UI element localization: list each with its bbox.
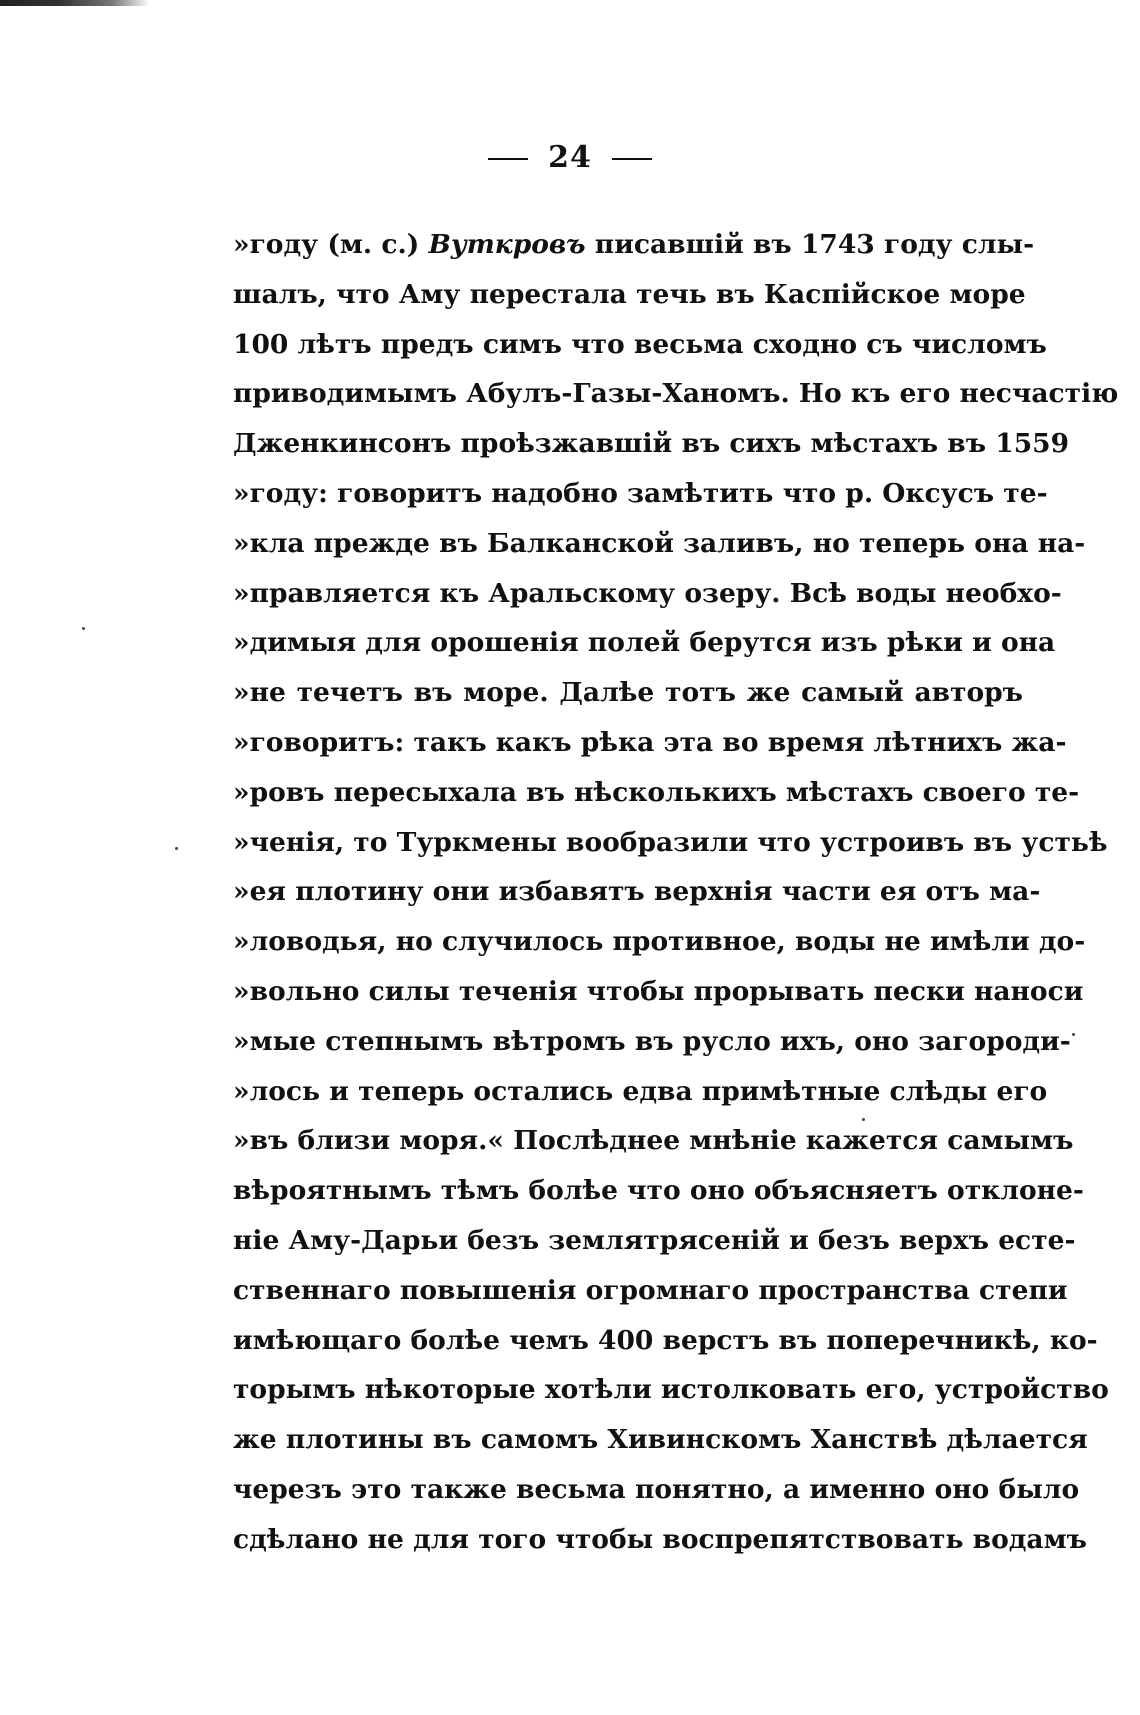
page-number-value: 24 xyxy=(548,140,592,175)
text-line xyxy=(233,967,1084,1017)
text-line-segment: же плотины въ самомъ Хивинскомъ Ханствѣ дѣлается xyxy=(233,1424,1088,1456)
scan-speck xyxy=(862,1118,865,1121)
text-line xyxy=(233,1017,1071,1067)
text-line-segment: »кла прежде въ Балканской заливъ, но теперь она на- xyxy=(233,527,1086,559)
text-line-segment: »году: говоритъ надобно замѣтить что р. Оксусъ те- xyxy=(233,477,1048,509)
text-line-segment: черезъ это также весьма понятно, а именно оно было xyxy=(233,1473,1080,1505)
text-line xyxy=(233,768,1080,818)
text-line xyxy=(233,917,1086,967)
text-line xyxy=(233,1116,1074,1166)
text-line xyxy=(233,220,1035,270)
text-line-segment: »димыя для орошенія полей берутся изъ рѣки и она xyxy=(233,627,1056,659)
text-line xyxy=(233,1316,1098,1366)
text-line xyxy=(233,668,1023,718)
text-line-segment: »ея плотину они избавятъ верхнія части ея отъ ма- xyxy=(233,876,1041,908)
text-line-segment: 100 лѣтъ предъ симъ что весьма сходно съ числомъ xyxy=(233,328,1047,360)
text-line-segment: вѣроятнымъ тѣмъ болѣе что оно объясняетъ отклоне- xyxy=(233,1175,1084,1207)
text-line-segment: ніе Аму-Дарьи безъ землятрясеній и безъ верхъ есте- xyxy=(233,1224,1076,1256)
text-line xyxy=(233,1415,1088,1465)
page-number xyxy=(0,140,1140,175)
text-line-segment: Дженкинсонъ проѣзжавшій въ сихъ мѣстахъ въ 1559 xyxy=(233,428,1070,460)
text-line xyxy=(233,1067,1048,1117)
text-line xyxy=(233,1465,1080,1515)
scan-edge-mark xyxy=(0,0,150,6)
text-line xyxy=(233,419,1070,469)
text-line xyxy=(233,867,1041,917)
text-line-segment: »мые степнымъ вѣтромъ въ русло ихъ, оно загороди- xyxy=(233,1025,1071,1057)
text-line-segment: »правляется къ Аральскому озеру. Всѣ воды необхо- xyxy=(233,577,1062,609)
text-line-segment: имѣющаго болѣе чемъ 400 верстъ въ поперечникѣ, ко- xyxy=(233,1324,1098,1356)
text-line xyxy=(233,1216,1076,1266)
text-line xyxy=(233,469,1048,519)
text-line-segment: »ловодья, но случилось противное, воды не имѣли до- xyxy=(233,926,1086,958)
scan-speck xyxy=(175,847,178,850)
text-line-segment: приводимымъ Абулъ-Газы-Ханомъ. Но къ его несчастію xyxy=(233,378,1119,410)
text-line-segment: »ченія, то Туркмены вообразили что устроивъ въ устьѣ xyxy=(233,826,1108,858)
text-line xyxy=(233,1515,1087,1565)
italic-name: Вуткровъ xyxy=(428,229,586,260)
text-line-segment: шалъ, что Аму перестала течь въ Каспійское море xyxy=(233,278,1026,310)
text-line xyxy=(233,1266,1068,1316)
text-line xyxy=(233,519,1086,569)
text-line-segment: »ровъ пересыхала въ нѣсколькихъ мѣстахъ своего те- xyxy=(233,776,1080,808)
text-line xyxy=(233,1166,1084,1216)
text-line-segment: »вольно силы теченія чтобы прорывать пески наноси xyxy=(233,975,1084,1007)
page-number-dash-right xyxy=(612,158,652,160)
text-line-segment: »говоритъ: такъ какъ рѣка эта во время лѣтнихъ жа- xyxy=(233,726,1067,758)
text-line xyxy=(233,270,1026,320)
page-number-dash-left xyxy=(488,158,528,160)
text-line xyxy=(233,718,1067,768)
text-line-segment: торымъ нѣкоторые хотѣли истолковать его, устройство xyxy=(233,1374,1109,1406)
text-line xyxy=(233,369,1119,419)
text-line-segment: ственнаго повышенія огромнаго пространства степи xyxy=(233,1274,1068,1306)
text-line xyxy=(233,618,1056,668)
text-line-segment: »лось и теперь остались едва примѣтные слѣды его xyxy=(233,1075,1048,1107)
body-text xyxy=(233,220,1119,1565)
text-line xyxy=(233,818,1108,868)
text-line-segment: »году (м. с.) xyxy=(233,229,429,260)
text-line-segment: »не течетъ въ море. Далѣе тотъ же самый авторъ xyxy=(233,677,1023,709)
text-line xyxy=(233,569,1062,619)
scan-speck xyxy=(82,627,85,630)
text-line-segment: сдѣлано не для того чтобы воспрепятствовать водамъ xyxy=(233,1523,1087,1555)
text-line xyxy=(233,320,1047,370)
text-line-segment: »въ близи моря.« Послѣднее мнѣніе кажется самымъ xyxy=(233,1125,1074,1157)
scan-speck xyxy=(1072,1033,1075,1036)
text-line-segment: писавшій въ 1743 году слы- xyxy=(585,229,1035,260)
text-line xyxy=(233,1365,1109,1415)
